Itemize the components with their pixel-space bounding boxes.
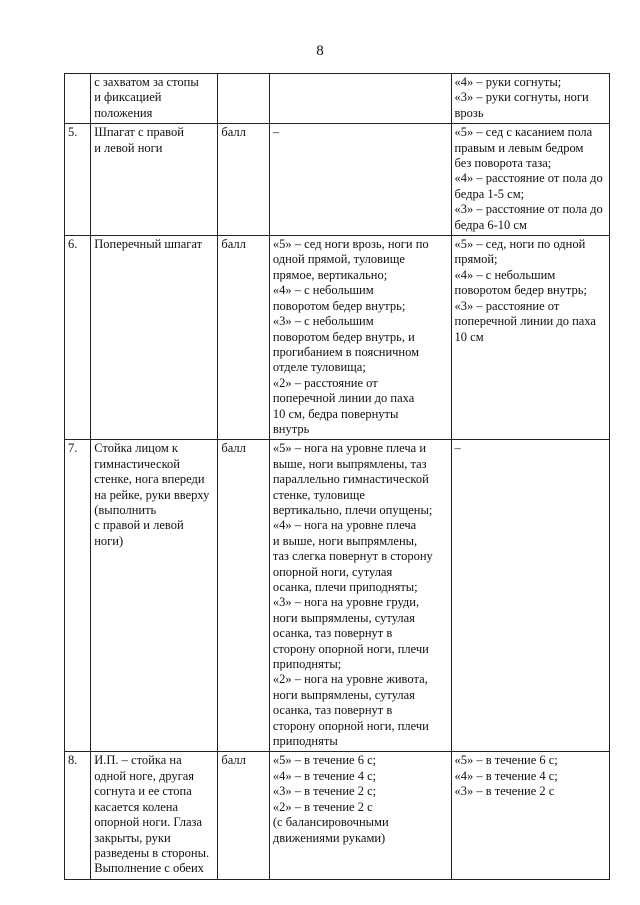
exercise-cell: Шпагат с правой и левой ноги (91, 124, 218, 236)
row-number: 5. (65, 124, 91, 236)
criteria-cell-col1 (269, 74, 451, 124)
criteria-cell-col1: «5» – сед ноги врозь, ноги по одной прямой, туловище прямое, вертикально; «4» – с небольшим поворотом бедер внутрь; «3» – с небольшим поворотом бедер внутрь, и прогибанием в поясничном отделе туловища; «2» – расстояние от поперечной линии до паха 10 см, бедра повернуты внутрь (269, 236, 451, 440)
criteria-cell-col2: «5» – сед, ноги по одной прямой; «4» – с небольшим поворотом бедер внутрь; «3» – расстояние от поперечной линии до паха 10 см (451, 236, 609, 440)
table-row (65, 74, 610, 124)
row-number (65, 74, 91, 124)
row-number: 7. (65, 440, 91, 752)
exercise-cell: Поперечный шпагат (91, 236, 218, 440)
exercise-cell: с захватом за стопы и фиксацией положения (91, 74, 218, 124)
criteria-cell-col2: «5» – сед с касанием пола правым и левым бедром без поворота таза; «4» – расстояние от пола до бедра 1-5 см; «3» – расстояние от пола до бедра 6-10 см (451, 124, 609, 236)
table-row (65, 236, 610, 440)
exercise-cell: И.П. – стойка на одной ноге, другая согнута и ее стопа касается колена опорной ноги. Глаза закрыты, руки разведены в стороны. Выполнение с обеих (91, 752, 218, 879)
table-row (65, 440, 610, 752)
unit-cell (218, 74, 269, 124)
criteria-cell-col2: «5» – в течение 6 с; «4» – в течение 4 с; «3» – в течение 2 с (451, 752, 609, 879)
table-row (65, 752, 610, 879)
unit-cell: балл (218, 752, 269, 879)
page-number: 8 (316, 43, 324, 59)
criteria-cell-col1: «5» – нога на уровне плеча и выше, ноги выпрямлены, таз параллельно гимнастической стенке, туловище вертикально, плечи опущены; «4» – нога на уровне плеча и выше, ноги выпрямлены, таз слегка повернут в сторону опорной ноги, сутулая осанка, плечи приподняты; «3» – нога на уровне груди, ноги выпрямлены, сутулая осанка, таз повернут в сторону опорной ноги, плечи приподняты; «2» – нога на уровне живота, ноги выпрямлены, сутулая осанка, таз повернут в сторону опорной ноги, плечи приподняты (269, 440, 451, 752)
unit-cell: балл (218, 440, 269, 752)
criteria-table (64, 73, 610, 880)
criteria-cell-col1: – (269, 124, 451, 236)
unit-cell: балл (218, 124, 269, 236)
table-row (65, 124, 610, 236)
exercise-cell: Стойка лицом к гимнастической стенке, нога впереди на рейке, руки вверху (выполнить с правой и левой ноги) (91, 440, 218, 752)
row-number: 6. (65, 236, 91, 440)
unit-cell: балл (218, 236, 269, 440)
criteria-cell-col2: – (451, 440, 609, 752)
criteria-cell-col2: «4» – руки согнуты; «3» – руки согнуты, ноги врозь (451, 74, 609, 124)
row-number: 8. (65, 752, 91, 879)
criteria-cell-col1: «5» – в течение 6 с; «4» – в течение 4 с; «3» – в течение 2 с; «2» – в течение 2 с (с балансировочными движениями руками) (269, 752, 451, 879)
